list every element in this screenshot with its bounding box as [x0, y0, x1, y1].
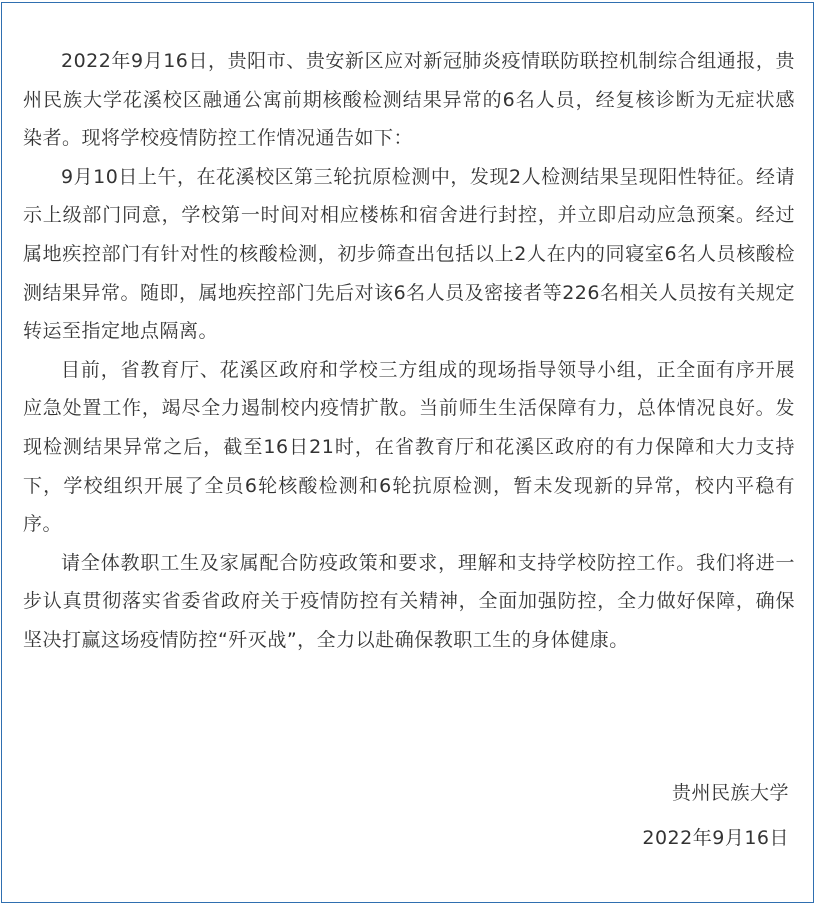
signature-date: 2022年9月16日: [642, 827, 789, 849]
notice-body: [23, 42, 795, 660]
paragraph-antigen-detection: 9月10日上午，在花溪校区第三轮抗原检测中，发现2人检测结果呈现阳性特征。经请示上级部门同意，学校第一时间对相应楼栋和宿舍进行封控，并立即启动应急预案。经过属地疾控部门有针对性的核酸检测，初步筛查出包括以上2人在内的同寝室6名人员核酸检测结果异常。随即，属地疾控部门先后对该6名人员及密接者等226名相关人员按有关规定转运至指定地点隔离。: [23, 165, 795, 343]
paragraph-announcement: 2022年9月16日，贵阳市、贵安新区应对新冠肺炎疫情联防联控机制综合组通报，贵州民族大学花溪校区融通公寓前期核酸检测结果异常的6名人员，经复核诊断为无症状感染者。现将学校疫情防控工作情况通告如下：: [23, 50, 795, 150]
signature-organization: 贵州民族大学: [671, 782, 789, 804]
notice-frame: [1, 2, 814, 903]
paragraph-appeal: 请全体教职工生及家属配合防疫政策和要求，理解和支持学校防控工作。我们将进一步认真贯彻落实省委省政府关于疫情防控有关精神，全面加强防控，全力做好保障，确保坚决打赢这场疫情防控“歼灭战”，全力以赴确保教职工生的身体健康。: [23, 551, 795, 651]
paragraph-current-situation: 目前，省教育厅、花溪区政府和学校三方组成的现场指导领导小组，正全面有序开展应急处置工作，竭尽全力遏制校内疫情扩散。当前师生生活保障有力，总体情况良好。发现检测结果异常之后，截至16日21时，在省教育厅和花溪区政府的有力保障和大力支持下，学校组织开展了全员6轮核酸检测和6轮抗原检测，暂未发现新的异常，校内平稳有序。: [23, 358, 795, 536]
